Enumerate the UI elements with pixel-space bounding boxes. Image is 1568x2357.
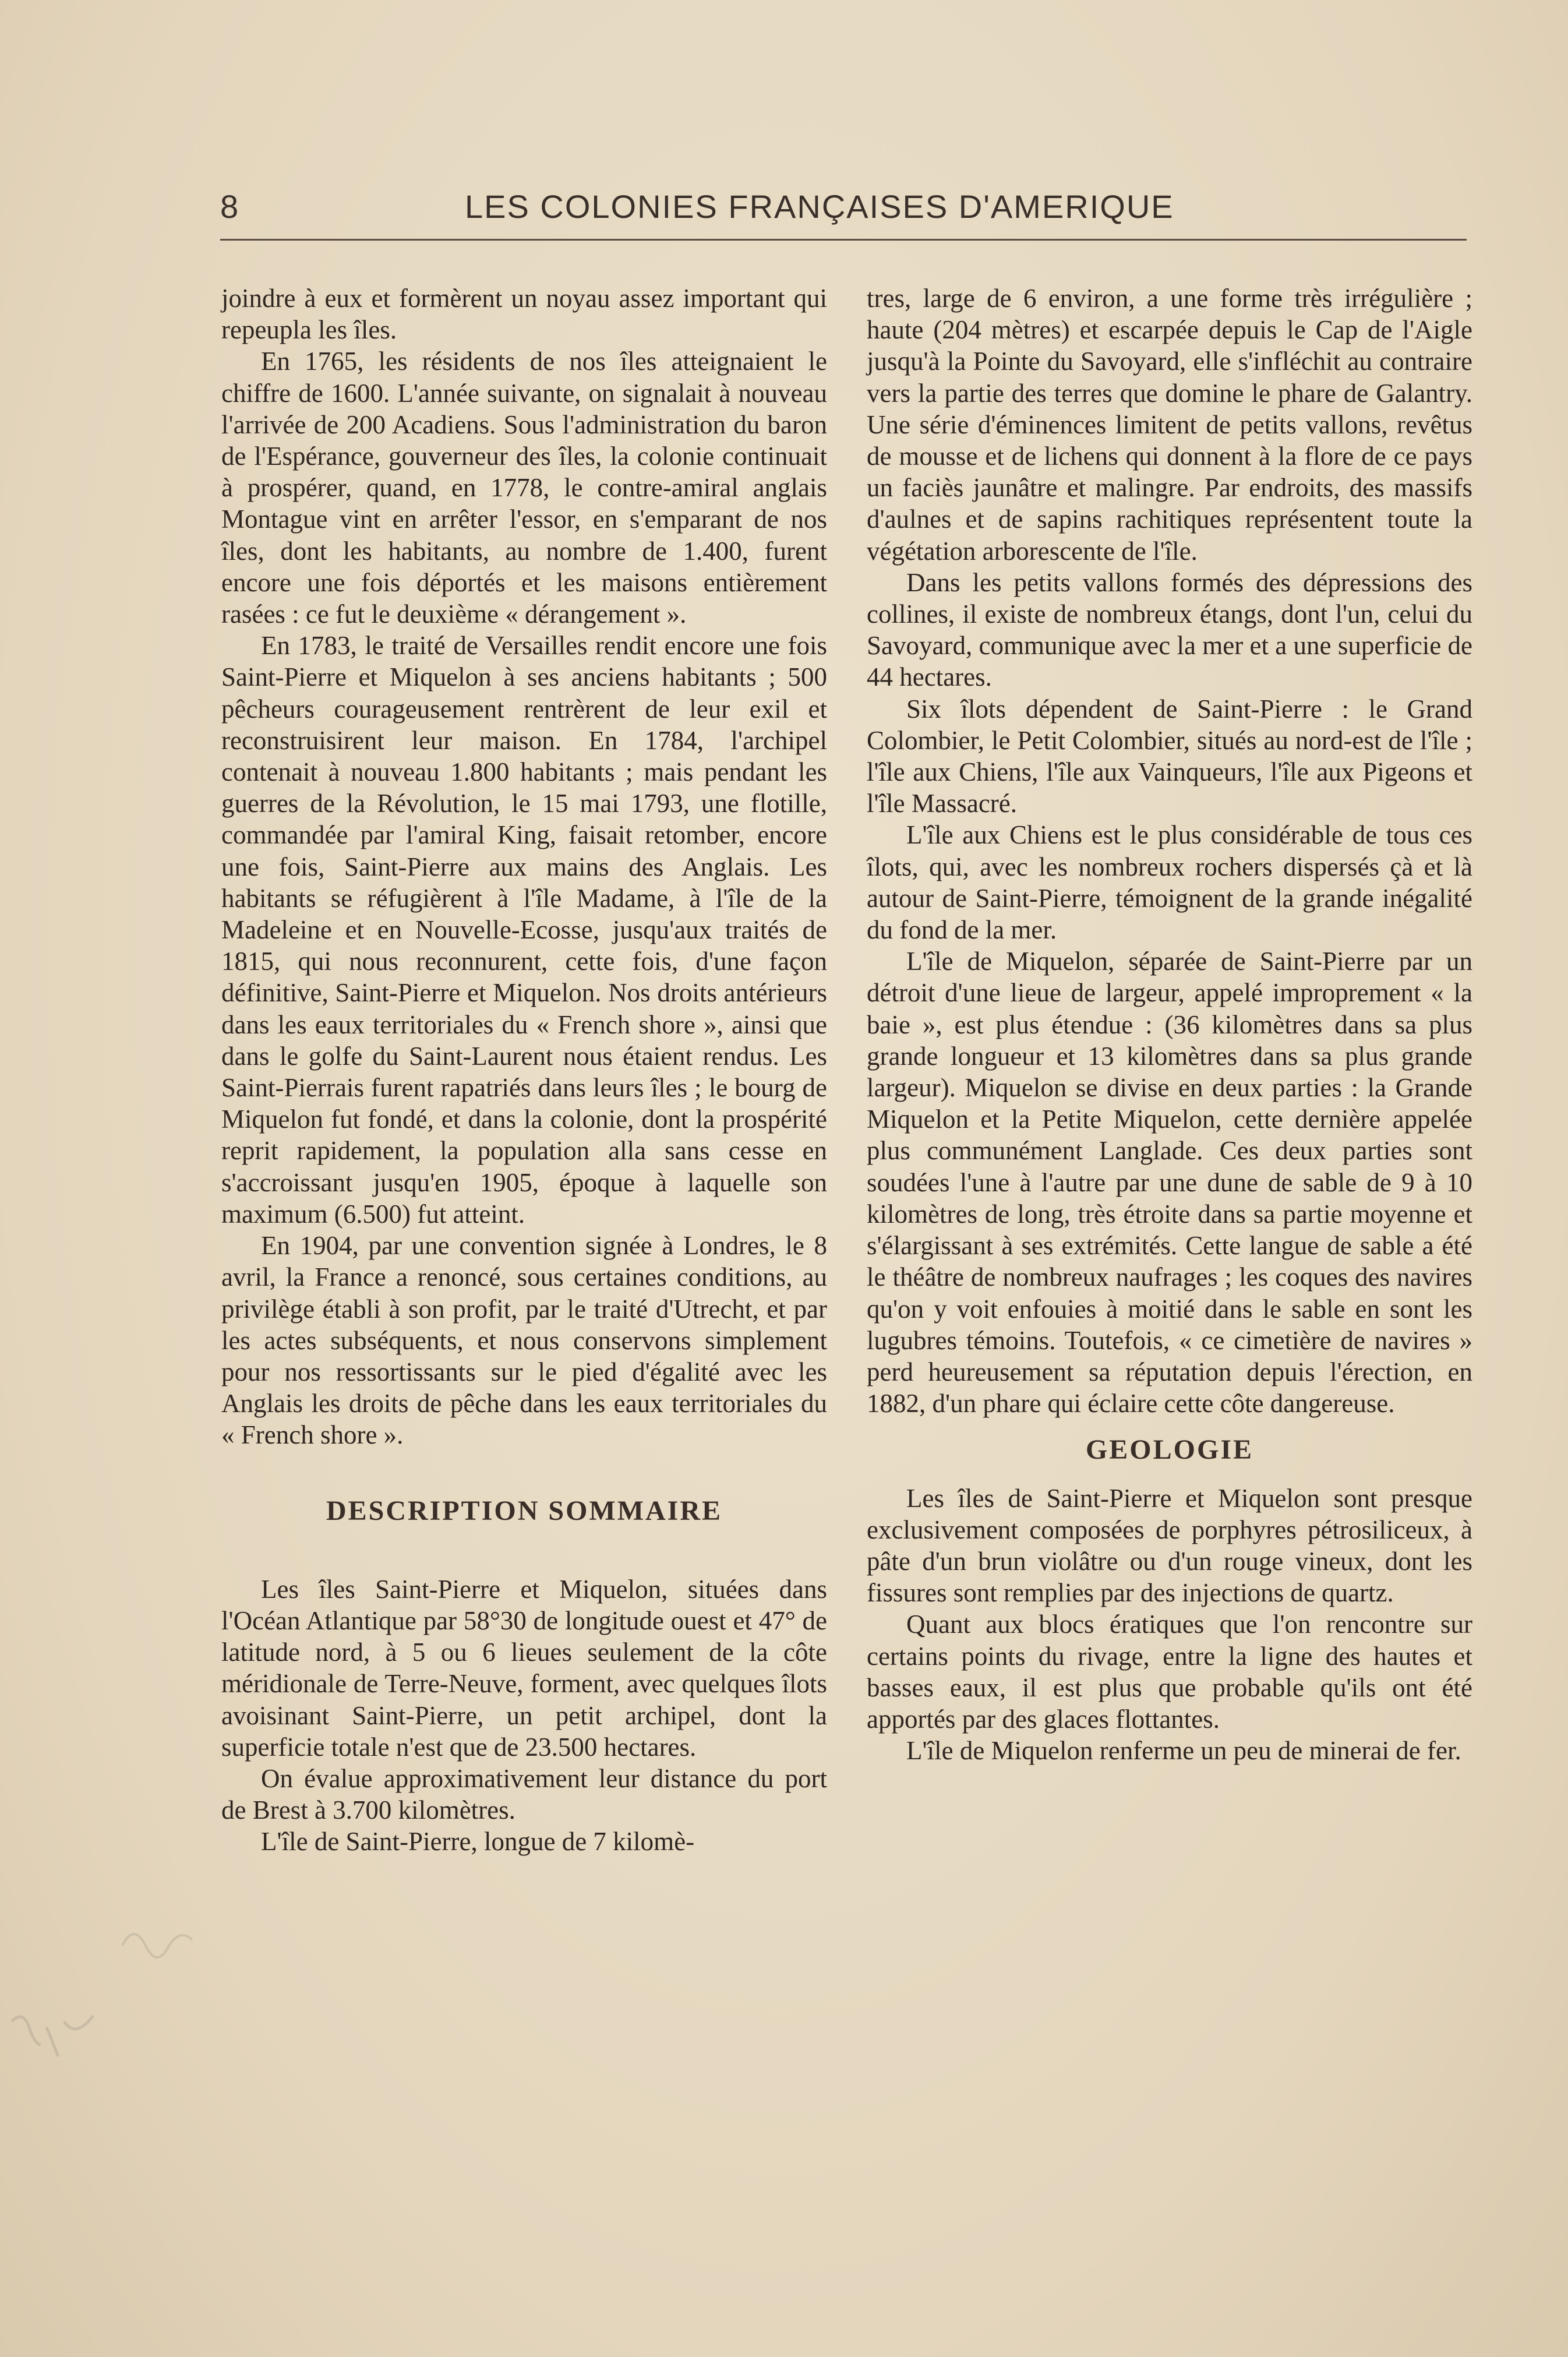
paragraph: L'île de Miquelon renferme un peu de minerai de fer. bbox=[906, 1736, 1461, 1766]
paragraph: Dans les petits vallons formés des dépressions des collines, il existe de nombreux étangs, dont l'un, celui du Savoyard, communique avec la mer et a une superficie de 44 hectares. bbox=[867, 567, 1472, 692]
section-heading-geologie: GEOLOGIE bbox=[1085, 1434, 1254, 1466]
header-rule bbox=[220, 239, 1467, 241]
pencil-mark-icon bbox=[6, 2004, 105, 2074]
page-header bbox=[220, 188, 1467, 228]
page-number: 8 bbox=[220, 188, 240, 225]
paragraph: Les îles Saint-Pierre et Miquelon, situées dans l'Océan Atlantique par 58°30 de longitude ouest et 47° de latitude nord, à 5 ou 6 lieues seulement de la côte méridionale de Terre-Neuve, forment, avec quelques îlots avoisinant Saint-Pierre, un petit archipel, dont la superficie totale n'est que de 23.500 hectares. bbox=[221, 1574, 827, 1762]
section-heading-description: DESCRIPTION SOMMAIRE bbox=[326, 1495, 723, 1526]
right-column bbox=[867, 283, 1472, 1766]
paragraph: On évalue approximativement leur distance du port de Brest à 3.700 kilomètres. bbox=[221, 1763, 827, 1825]
paragraph: Les îles de Saint-Pierre et Miquelon sont presque exclusivement composées de porphyres pétrosiliceux, à pâte d'un brun violâtre ou d'un rouge vineux, dont les fissures sont remplies par des injections de quartz. bbox=[867, 1483, 1472, 1608]
paragraph: L'île aux Chiens est le plus considérable de tous ces îlots, qui, avec les nombreux rochers dispersés çà et là autour de Saint-Pierre, témoignent de la grande inégalité du fond de la mer. bbox=[867, 820, 1472, 945]
running-title: LES COLONIES FRANÇAISES D'AMERIQUE bbox=[465, 188, 1174, 225]
paragraph: L'île de Saint-Pierre, longue de 7 kilomè- bbox=[261, 1827, 695, 1857]
paragraph: L'île de Miquelon, séparée de Saint-Pierre par un détroit d'une lieue de largeur, appelé improprement « la baie », est plus étendue : (36 kilomètres dans sa plus grande longueur et 13 kilomètres dans sa plus grande largeur). Miquelon se divise en deux parties : la Grande Miquelon et la Petite Miquelon, cette dernière appelée plus communément Langlade. Ces deux parties sont soudées l'une à l'autre par une dune de sable de 9 à 10 kilomètres de long, très étroite dans sa partie moyenne et s'élargissant à ses extrémités. Cette langue de sable a été le théâtre de nombreux naufrages ; les coques des navires qu'on y voit enfouies à moitié dans le sable en sont les lugubres témoins. Toutefois, « ce cimetière de navires » perd heureusement sa réputation depuis l'érection, en 1882, d'un phare qui éclaire cette côte dangereuse. bbox=[867, 947, 1472, 1419]
paragraph: Six îlots dépendent de Saint-Pierre : le Grand Colombier, le Petit Colombier, situés au nord-est de l'île ; l'île aux Chiens, l'île aux Vainqueurs, l'île aux Pigeons et l'île Massacré. bbox=[867, 694, 1472, 818]
paragraph: joindre à eux et formèrent un noyau assez important qui repeupla les îles. bbox=[221, 284, 827, 345]
paragraph: tres, large de 6 environ, a une forme très irrégulière ; haute (204 mètres) et escarpée depuis le Cap de l'Aigle jusqu'à la Pointe du Savoyard, elle s'infléchit au contraire vers la partie des terres que domine le phare de Galantry. Une série d'éminences limitent de petits vallons, revêtus de mousse et de lichens qui donnent à la flore de ce pays un faciès jaunâtre et malingre. Par endroits, des massifs d'aulnes et de sapins rachitiques représentent toute la végétation arborescente de l'île. bbox=[867, 284, 1472, 566]
paragraph: Quant aux blocs ératiques que l'on rencontre sur certains points du rivage, entre la ligne des hautes et basses eaux, il est plus que probable qu'ils ont été apportés par des glaces flottantes. bbox=[867, 1610, 1472, 1734]
paragraph: En 1904, par une convention signée à Londres, le 8 avril, la France a renoncé, sous certaines conditions, au privilège établi à son profit, par le traité d'Utrecht, et par les actes subséquents, et nous conservons simplement pour nos ressortissants sur le pied d'égalité avec les Anglais les droits de pêche dans les eaux territoriales du « French shore ». bbox=[221, 1231, 827, 1450]
paragraph: En 1783, le traité de Versailles rendit encore une fois Saint-Pierre et Miquelon à ses anciens habitants ; 500 pêcheurs courageusement rentrèrent de leur exil et reconstruisirent leur maison. En 1784, l'archipel contenait à nouveau 1.800 habitants ; mais pendant les guerres de la Révolution, le 15 mai 1793, une flotille, commandée par l'amiral King, faisait retomber, encore une fois, Saint-Pierre aux mains des Anglais. Les habitants se réfugièrent à l'île Madame, à l'île de la Madeleine et en Nouvelle-Ecosse, jusqu'aux traités de 1815, qui nous reconnurent, cette fois, d'une façon définitive, Saint-Pierre et Miquelon. Nos droits antérieurs dans les eaux territoriales du « French shore », ainsi que dans le golfe du Saint-Laurent nous étaient rendus. Les Saint-Pierrais furent rapatriés dans leurs îles ; le bourg de Miquelon fut fondé, et dans la colonie, dont la prospérité reprit rapidement, la population alla sans cesse en s'accroissant jusqu'en 1905, époque à laquelle son maximum (6.500) fut atteint. bbox=[221, 631, 827, 1229]
pencil-scribble-icon bbox=[116, 1911, 198, 1975]
paragraph: En 1765, les résidents de nos îles atteignaient le chiffre de 1600. L'année suivante, on signalait à nouveau l'arrivée de 200 Acadiens. Sous l'administration du baron de l'Espérance, gouverneur des îles, la colonie continuait à prospérer, quand, en 1778, le contre-amiral anglais Montague vint en arrêter l'essor, en s'emparant de nos îles, dont les habitants, au nombre de 1.400, furent encore une fois déportés et les maisons entièrement rasées : ce fut le deuxième « dérangement ». bbox=[221, 347, 827, 629]
left-column bbox=[221, 283, 827, 1858]
